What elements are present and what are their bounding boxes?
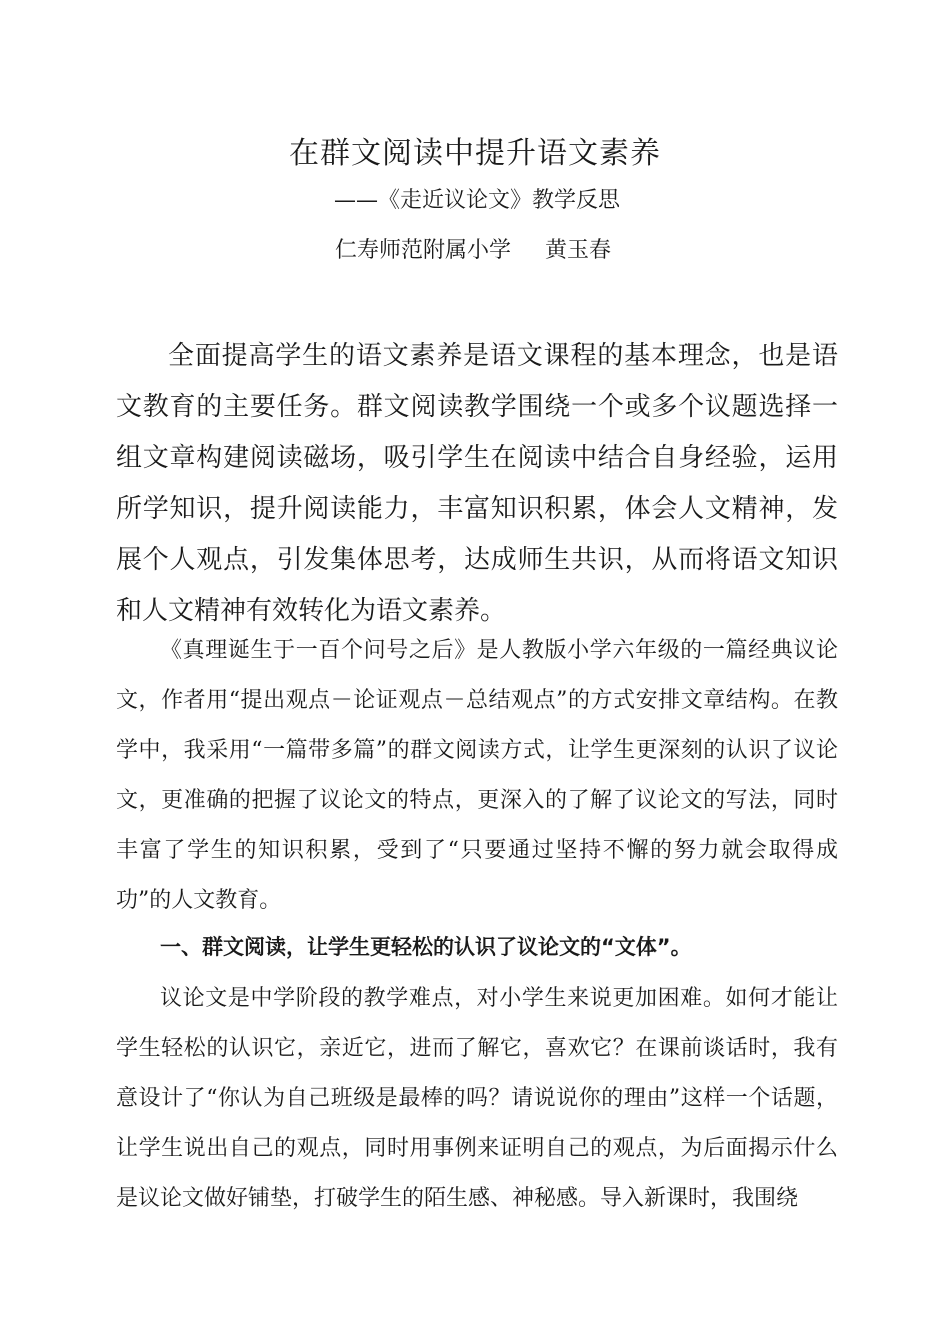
document-subtitle: ——《走近议论文》教学反思 — [334, 188, 621, 213]
author-name: 黄玉春 — [545, 238, 612, 263]
section-heading: 一、群文阅读，让学生更轻松的认识了议论文的“文体”。 — [160, 935, 692, 959]
author-affiliation: 仁寿师范附属小学 — [335, 238, 512, 263]
document-title: 在群文阅读中提升语文素养 — [289, 136, 661, 171]
body-paragraph: 《真理诞生于一百个问号之后》是人教版小学六年级的一篇经典议论文，作者用“提出观点－论证观点－总结观点”的方式安排文章结构。在教学中，我采用“一篇带多篇”的群文阅读方式，让学生更深刻的认识了议论文，更准确的把握了议论文的特点，更深入的了解了议论文的写法，同时丰富了学生的知识积累，受到了“只要通过坚持不懈的努力就会取得成功”的人文教育。 — [116, 638, 838, 913]
intro-paragraph: 全面提高学生的语文素养是语文课程的基本理念，也是语文教育的主要任务。群文阅读教学围绕一个或多个议题选择一组文章构建阅读磁场，吸引学生在阅读中结合自身经验，运用所学知识，提升阅读能力，丰富知识积累，体会人文精神，发展个人观点，引发集体思考，达成师生共识，从而将语文知识和人文精神有效转化为语文素养。 — [116, 341, 838, 626]
section-paragraph: 议论文是中学阶段的教学难点，对小学生来说更加困难。如何才能让学生轻松的认识它，亲近它，进而了解它，喜欢它？在课前谈话时，我有意设计了“你认为自己班级是最棒的吗？请说说你的理由”这样一个话题，让学生说出自己的观点，同时用事例来证明自己的观点，为后面揭示什么是议论文做好铺垫，打破学生的陌生感、神秘感。导入新课时，我围绕 — [116, 986, 838, 1211]
author-line — [335, 236, 611, 266]
